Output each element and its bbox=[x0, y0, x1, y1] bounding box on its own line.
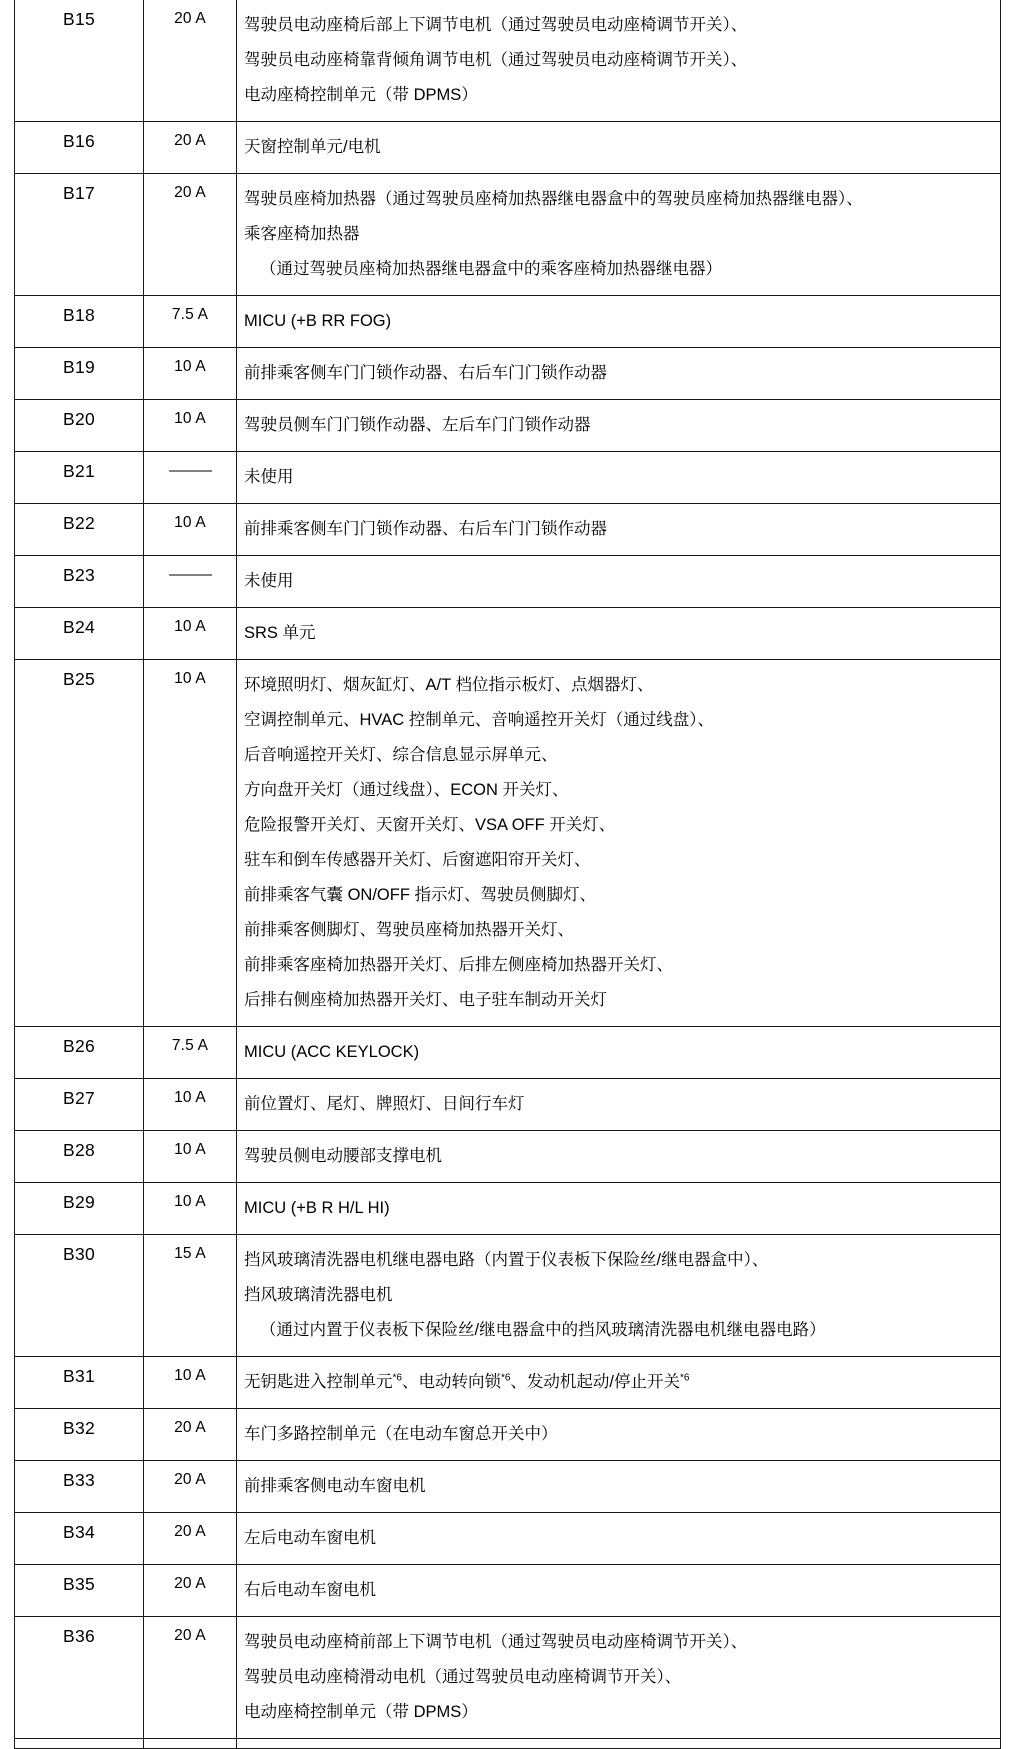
footnote-ref: *6 bbox=[500, 1372, 511, 1384]
table-row bbox=[15, 452, 1001, 504]
table-row bbox=[15, 608, 1001, 660]
description-line: 前排乘客侧脚灯、驾驶员座椅加热器开关灯、 bbox=[244, 921, 574, 939]
description-line: 后音响遥控开关灯、综合信息显示屏单元、 bbox=[244, 746, 558, 764]
table-row bbox=[15, 296, 1001, 348]
fuse-id-cell: B16 bbox=[15, 122, 144, 174]
description-line: 乘客座椅加热器 bbox=[244, 225, 360, 243]
description-line: 车门多路控制单元（在电动车窗总开关中） bbox=[244, 1425, 558, 1443]
description-cell bbox=[237, 556, 1001, 608]
amperage-cell bbox=[144, 452, 237, 504]
description-line: SRS 单元 bbox=[244, 624, 316, 642]
amperage-cell: 7.5 A bbox=[144, 296, 237, 348]
description-cell bbox=[237, 1513, 1001, 1565]
amperage-cell: 20 A bbox=[144, 1565, 237, 1617]
table-row bbox=[15, 556, 1001, 608]
fuse-id-cell: B25 bbox=[15, 660, 144, 1027]
table-row bbox=[15, 348, 1001, 400]
description-line: 未使用 bbox=[244, 572, 294, 590]
amperage-cell: 15 A bbox=[144, 1235, 237, 1357]
description-cell bbox=[237, 348, 1001, 400]
amperage-cell: 10 A bbox=[144, 660, 237, 1027]
description-line: 前排乘客气囊 ON/OFF 指示灯、驾驶员侧脚灯、 bbox=[244, 886, 596, 904]
amperage-cell: 10 A bbox=[144, 400, 237, 452]
amperage-cell: 7.5 A bbox=[144, 1027, 237, 1079]
fuse-table-body bbox=[15, 0, 1001, 1749]
description-line: 右后电动车窗电机 bbox=[244, 1581, 376, 1599]
description-line: 驾驶员电动座椅前部上下调节电机（通过驾驶员电动座椅调节开关）、 bbox=[244, 1633, 748, 1651]
fuse-id-cell bbox=[15, 1739, 144, 1749]
fuse-id-cell: B19 bbox=[15, 348, 144, 400]
fuse-id-cell: B27 bbox=[15, 1079, 144, 1131]
description-cell bbox=[237, 296, 1001, 348]
table-row bbox=[15, 1565, 1001, 1617]
description-line: 环境照明灯、烟灰缸灯、A/T 档位指示板灯、点烟器灯、 bbox=[244, 676, 654, 694]
description-line: 前排乘客侧车门门锁作动器、右后车门门锁作动器 bbox=[244, 520, 607, 538]
description-line: 未使用 bbox=[244, 468, 294, 486]
amperage-cell: 20 A bbox=[144, 1617, 237, 1739]
fuse-id-cell: B35 bbox=[15, 1565, 144, 1617]
description-line: 驾驶员电动座椅滑动电机（通过驾驶员电动座椅调节开关）、 bbox=[244, 1668, 682, 1686]
description-line: 无钥匙进入控制单元$^{*6}$、电动转向锁$^{*6}$、发动机起动/停止开关$^{*6}$ bbox=[244, 1372, 690, 1391]
description-line: 驾驶员电动座椅后部上下调节电机（通过驾驶员电动座椅调节开关）、 bbox=[244, 16, 748, 34]
description-line: 后排右侧座椅加热器开关灯、电子驻车制动开关灯 bbox=[244, 991, 607, 1009]
description-cell bbox=[237, 1235, 1001, 1357]
amperage-cell: 20 A bbox=[144, 0, 237, 122]
description-line: 危险报警开关灯、天窗开关灯、VSA OFF 开关灯、 bbox=[244, 816, 616, 834]
fuse-id-cell: B17 bbox=[15, 174, 144, 296]
fuse-id-cell: B32 bbox=[15, 1409, 144, 1461]
description-cell bbox=[237, 1565, 1001, 1617]
description-cell bbox=[237, 1079, 1001, 1131]
amperage-cell: 20 A bbox=[144, 1461, 237, 1513]
description-cell bbox=[237, 174, 1001, 296]
description-line: 天窗控制单元/电机 bbox=[244, 138, 381, 156]
description-line: 驾驶员侧电动腰部支撑电机 bbox=[244, 1147, 442, 1165]
footnote-ref: *6 bbox=[680, 1372, 690, 1384]
amperage-cell: 10 A bbox=[144, 1079, 237, 1131]
footnote-ref: *6 bbox=[392, 1372, 402, 1384]
fuse-id-cell: B31 bbox=[15, 1357, 144, 1409]
description-line: 电动座椅控制单元（带 DPMS） bbox=[244, 86, 478, 104]
table-row bbox=[15, 1513, 1001, 1565]
description-cell bbox=[237, 1617, 1001, 1739]
fuse-id-cell: B15 bbox=[15, 0, 144, 122]
table-row bbox=[15, 1617, 1001, 1739]
description-cell bbox=[237, 608, 1001, 660]
description-line: 前排乘客侧车门门锁作动器、右后车门门锁作动器 bbox=[244, 364, 607, 382]
description-cell bbox=[237, 0, 1001, 122]
amperage-cell: 10 A bbox=[144, 1131, 237, 1183]
description-cell bbox=[237, 1461, 1001, 1513]
table-row bbox=[15, 660, 1001, 1027]
description-line: 挡风玻璃清洗器电机继电器电路（内置于仪表板下保险丝/继电器盒中）、 bbox=[244, 1251, 769, 1269]
amperage-cell: 10 A bbox=[144, 1357, 237, 1409]
description-line: 驻车和倒车传感器开关灯、后窗遮阳帘开关灯、 bbox=[244, 851, 591, 869]
description-line: 驾驶员座椅加热器（通过驾驶员座椅加热器继电器盒中的驾驶员座椅加热器继电器）、 bbox=[244, 190, 863, 208]
table-row bbox=[15, 504, 1001, 556]
description-line: 左后电动车窗电机 bbox=[244, 1529, 376, 1547]
amperage-cell: 10 A bbox=[144, 348, 237, 400]
description-line: 驾驶员电动座椅靠背倾角调节电机（通过驾驶员电动座椅调节开关）、 bbox=[244, 51, 748, 69]
table-row bbox=[15, 1183, 1001, 1235]
amperage-cell: 20 A bbox=[144, 122, 237, 174]
fuse-id-cell: B23 bbox=[15, 556, 144, 608]
table-row bbox=[15, 1235, 1001, 1357]
fuse-id-cell: B36 bbox=[15, 1617, 144, 1739]
fuse-id-cell: B30 bbox=[15, 1235, 144, 1357]
table-row bbox=[15, 174, 1001, 296]
description-cell bbox=[237, 1357, 1001, 1409]
amperage-cell: 20 A bbox=[144, 174, 237, 296]
amperage-cell: 10 A bbox=[144, 608, 237, 660]
amperage-cell bbox=[144, 556, 237, 608]
table-row bbox=[15, 1079, 1001, 1131]
description-cell bbox=[237, 1183, 1001, 1235]
description-line: （通过内置于仪表板下保险丝/继电器盒中的挡风玻璃清洗器电机继电器电路） bbox=[260, 1321, 826, 1339]
table-row bbox=[15, 1409, 1001, 1461]
fuse-id-cell: B33 bbox=[15, 1461, 144, 1513]
fuse-specification-table bbox=[14, 0, 1001, 1749]
fuse-id-cell: B28 bbox=[15, 1131, 144, 1183]
description-line: MICU (+B R H/L HI) bbox=[244, 1199, 390, 1217]
description-line: 前位置灯、尾灯、牌照灯、日间行车灯 bbox=[244, 1095, 525, 1113]
table-row bbox=[15, 1461, 1001, 1513]
fuse-id-cell: B22 bbox=[15, 504, 144, 556]
description-line: 驾驶员侧车门门锁作动器、左后车门门锁作动器 bbox=[244, 416, 591, 434]
description-cell bbox=[237, 1739, 1001, 1749]
description-line: MICU (ACC KEYLOCK) bbox=[244, 1043, 420, 1061]
fuse-id-cell: B29 bbox=[15, 1183, 144, 1235]
description-line: 空调控制单元、HVAC 控制单元、音响遥控开关灯（通过线盘）、 bbox=[244, 711, 714, 729]
table-row bbox=[15, 122, 1001, 174]
description-cell bbox=[237, 1409, 1001, 1461]
description-cell bbox=[237, 504, 1001, 556]
description-line: MICU (+B RR FOG) bbox=[244, 312, 392, 330]
description-cell bbox=[237, 452, 1001, 504]
description-line: 方向盘开关灯（通过线盘）、ECON 开关灯、 bbox=[244, 781, 569, 799]
table-row-partial-bottom bbox=[15, 1739, 1001, 1749]
description-line: 挡风玻璃清洗器电机 bbox=[244, 1286, 393, 1304]
description-cell bbox=[237, 660, 1001, 1027]
description-cell bbox=[237, 122, 1001, 174]
fuse-id-cell: B20 bbox=[15, 400, 144, 452]
amperage-cell: 20 A bbox=[144, 1513, 237, 1565]
description-line: 前排乘客侧电动车窗电机 bbox=[244, 1477, 426, 1495]
description-line: （通过驾驶员座椅加热器继电器盒中的乘客座椅加热器继电器） bbox=[260, 260, 722, 278]
table-row bbox=[15, 1357, 1001, 1409]
fuse-id-cell: B18 bbox=[15, 296, 144, 348]
table-row bbox=[15, 1027, 1001, 1079]
fuse-id-cell: B26 bbox=[15, 1027, 144, 1079]
amperage-cell: 10 A bbox=[144, 1183, 237, 1235]
amperage-cell: 20 A bbox=[144, 1409, 237, 1461]
table-row bbox=[15, 1131, 1001, 1183]
table-row bbox=[15, 400, 1001, 452]
fuse-id-cell: B24 bbox=[15, 608, 144, 660]
fuse-id-cell: B34 bbox=[15, 1513, 144, 1565]
amperage-unused-dashes: ——— bbox=[169, 566, 211, 583]
table-row bbox=[15, 0, 1001, 122]
amperage-unused-dashes: ——— bbox=[169, 462, 211, 479]
description-line: 前排乘客座椅加热器开关灯、后排左侧座椅加热器开关灯、 bbox=[244, 956, 673, 974]
description-cell bbox=[237, 1027, 1001, 1079]
description-cell bbox=[237, 400, 1001, 452]
amperage-cell bbox=[144, 1739, 237, 1749]
description-line: 电动座椅控制单元（带 DPMS） bbox=[244, 1703, 478, 1721]
description-cell bbox=[237, 1131, 1001, 1183]
amperage-cell: 10 A bbox=[144, 504, 237, 556]
fuse-id-cell: B21 bbox=[15, 452, 144, 504]
